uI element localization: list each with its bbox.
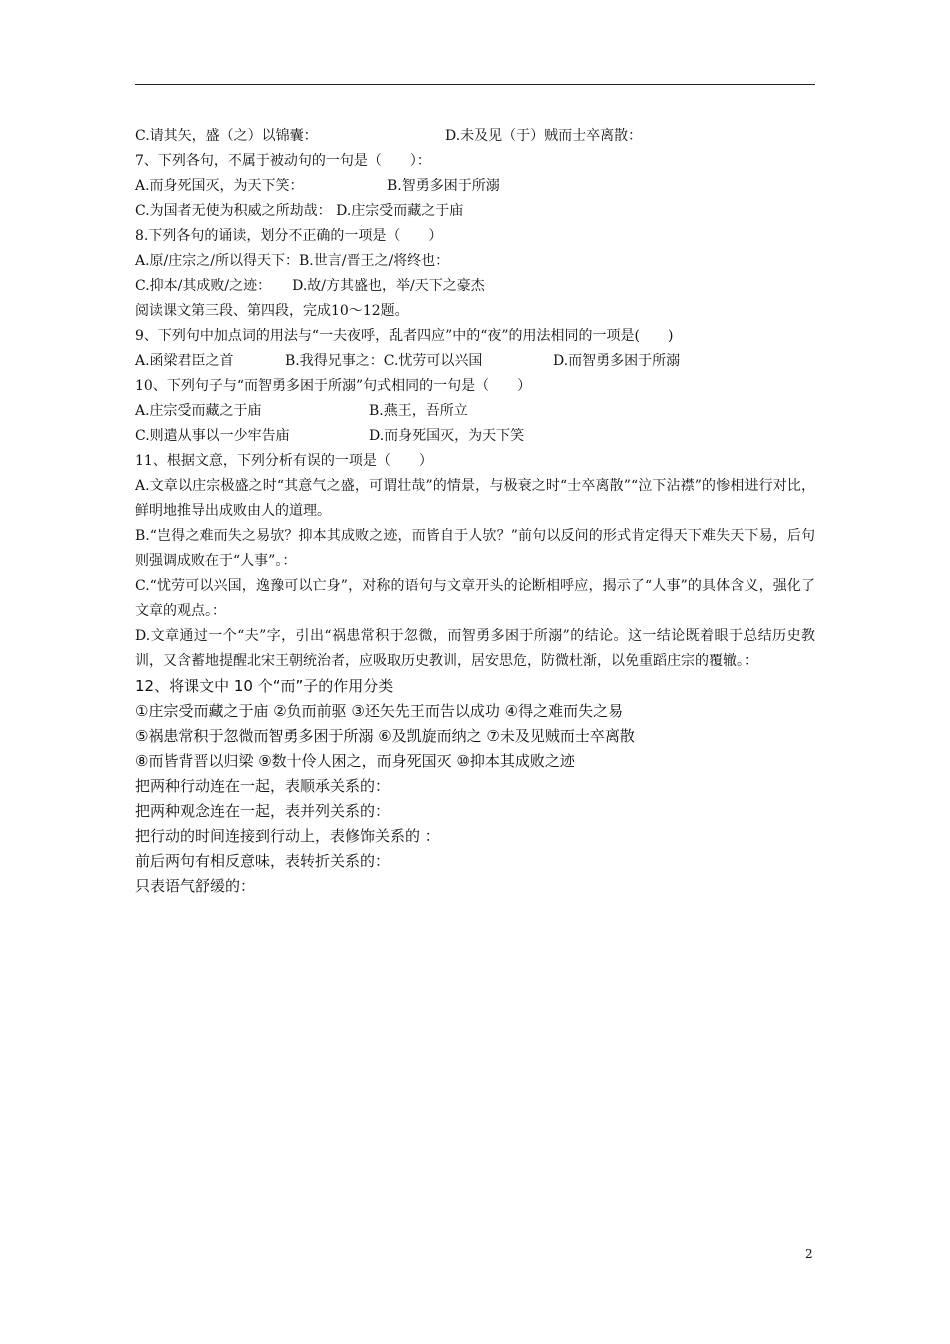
q6-options-cd — [135, 124, 815, 149]
q8-options-ab: A.原/庄宗之/所以得天下：B.世言/晋王之/将终也： — [135, 253, 450, 269]
option-a: A.庄宗受而藏之于庙 — [135, 403, 262, 419]
option-d: D.而身死国灭，为天下笑 — [369, 428, 525, 444]
document-body — [135, 124, 815, 899]
question-10: 10、下列句子与“而智勇多困于所溺”句式相同的一句是（ ） — [135, 378, 532, 394]
category-xiushi: 把行动的时间连接到行动上，表修饰关系的 ： — [135, 827, 440, 845]
q10-options-ab — [135, 399, 815, 424]
page-number: 2 — [805, 1247, 813, 1261]
q12-examples-row-1: ①庄宗受而藏之于庙 ②负而前驱 ③还矢先王而告以成功 ④得之难而失之易 — [135, 702, 624, 720]
question-9: 9、下列句中加点词的用法与“一夫夜呼，乱者四应”中的“夜”的用法相同的一项是( ) — [135, 328, 674, 344]
category-zhuanzhe: 前后两句有相反意味，表转折关系的： — [135, 852, 391, 870]
category-shuncheng: 把两种行动连在一起，表顺承关系的： — [135, 777, 391, 795]
q11-option-c: C.“忧劳可以兴国，逸豫可以亡身”，对称的语句与文章开头的论断相呼应，揭示了“人事”的具体含义，强化了文章的观点。： — [135, 578, 815, 619]
option-a: A.函梁君臣之首 — [135, 353, 234, 369]
question-12: 12、将课文中 10 个“而”子的作用分类 — [135, 677, 394, 695]
option-d: D.未及见（于）贼而士卒离散： — [445, 128, 643, 144]
q7-options-cd: C.为国者无使为积威之所劫哉： D.庄宗受而藏之于庙 — [135, 203, 464, 219]
category-binglie: 把两种观念连在一起，表并列关系的： — [135, 802, 391, 820]
q11-option-a: A.文章以庄宗极盛之时“其意气之盛，可谓壮哉”的情景，与极衰之时“士卒离散”“泣下沾襟”的惨相进行对比，鲜明地推导出成败由人的道理。 — [135, 478, 815, 519]
q8-options-cd: C.抑本/其成败/之迹： D.故/方其盛也，举/天下之豪杰 — [135, 278, 485, 294]
q10-options-cd — [135, 424, 815, 449]
question-7: 7、下列各句，不属于被动句的一句是（ ）： — [135, 153, 431, 169]
option-a: A.而身死国灭，为天下笑： — [135, 178, 304, 194]
q11-option-d: D.文章通过一个“夫”字，引出“祸患常积于忽微，而智勇多困于所溺”的结论。这一结论既着眼于总结历史教训，又含蓄地提醒北宋王朝统治者，应吸取历史教训，居安思危，防微杜渐，以免重蹈庄宗的覆辙。： — [135, 628, 815, 669]
option-b: B.智勇多困于所溺 — [387, 178, 500, 194]
q11-option-b: B.“岂得之难而失之易欤？抑本其成败之迹，而皆自于人欤？”前句以反问的形式肯定得天下难失天下易，后句则强调成败在于“人事”。： — [135, 528, 815, 569]
question-11: 11、根据文意，下列分析有误的一项是（ ） — [135, 453, 433, 469]
q7-options-ab — [135, 174, 815, 199]
header-rule — [135, 84, 815, 85]
q9-options — [135, 349, 815, 374]
option-c: C.请其矢，盛（之）以锦囊： — [135, 128, 318, 144]
question-8: 8.下列各句的诵读，划分不正确的一项是（ ） — [135, 228, 443, 244]
reading-instruction: 阅读课文第三段、第四段，完成10～12题。 — [135, 303, 409, 319]
option-bc: B.我得兄事之：C.忧劳可以兴国 — [285, 353, 483, 369]
q12-examples-row-2: ⑤祸患常积于忽微而智勇多困于所溺 ⑥及凯旋而纳之 ⑦未及见贼而士卒离散 — [135, 727, 635, 745]
option-b: B.燕王，吾所立 — [369, 403, 468, 419]
category-yuqi: 只表语气舒缓的： — [135, 877, 256, 895]
option-c: C.则遣从事以一少牢告庙 — [135, 428, 290, 444]
q12-examples-row-3: ⑧而皆背晋以归梁 ⑨数十伶人困之，而身死国灭 ⑩抑本其成败之迹 — [135, 752, 575, 770]
option-d: D.而智勇多困于所溺 — [553, 353, 681, 369]
